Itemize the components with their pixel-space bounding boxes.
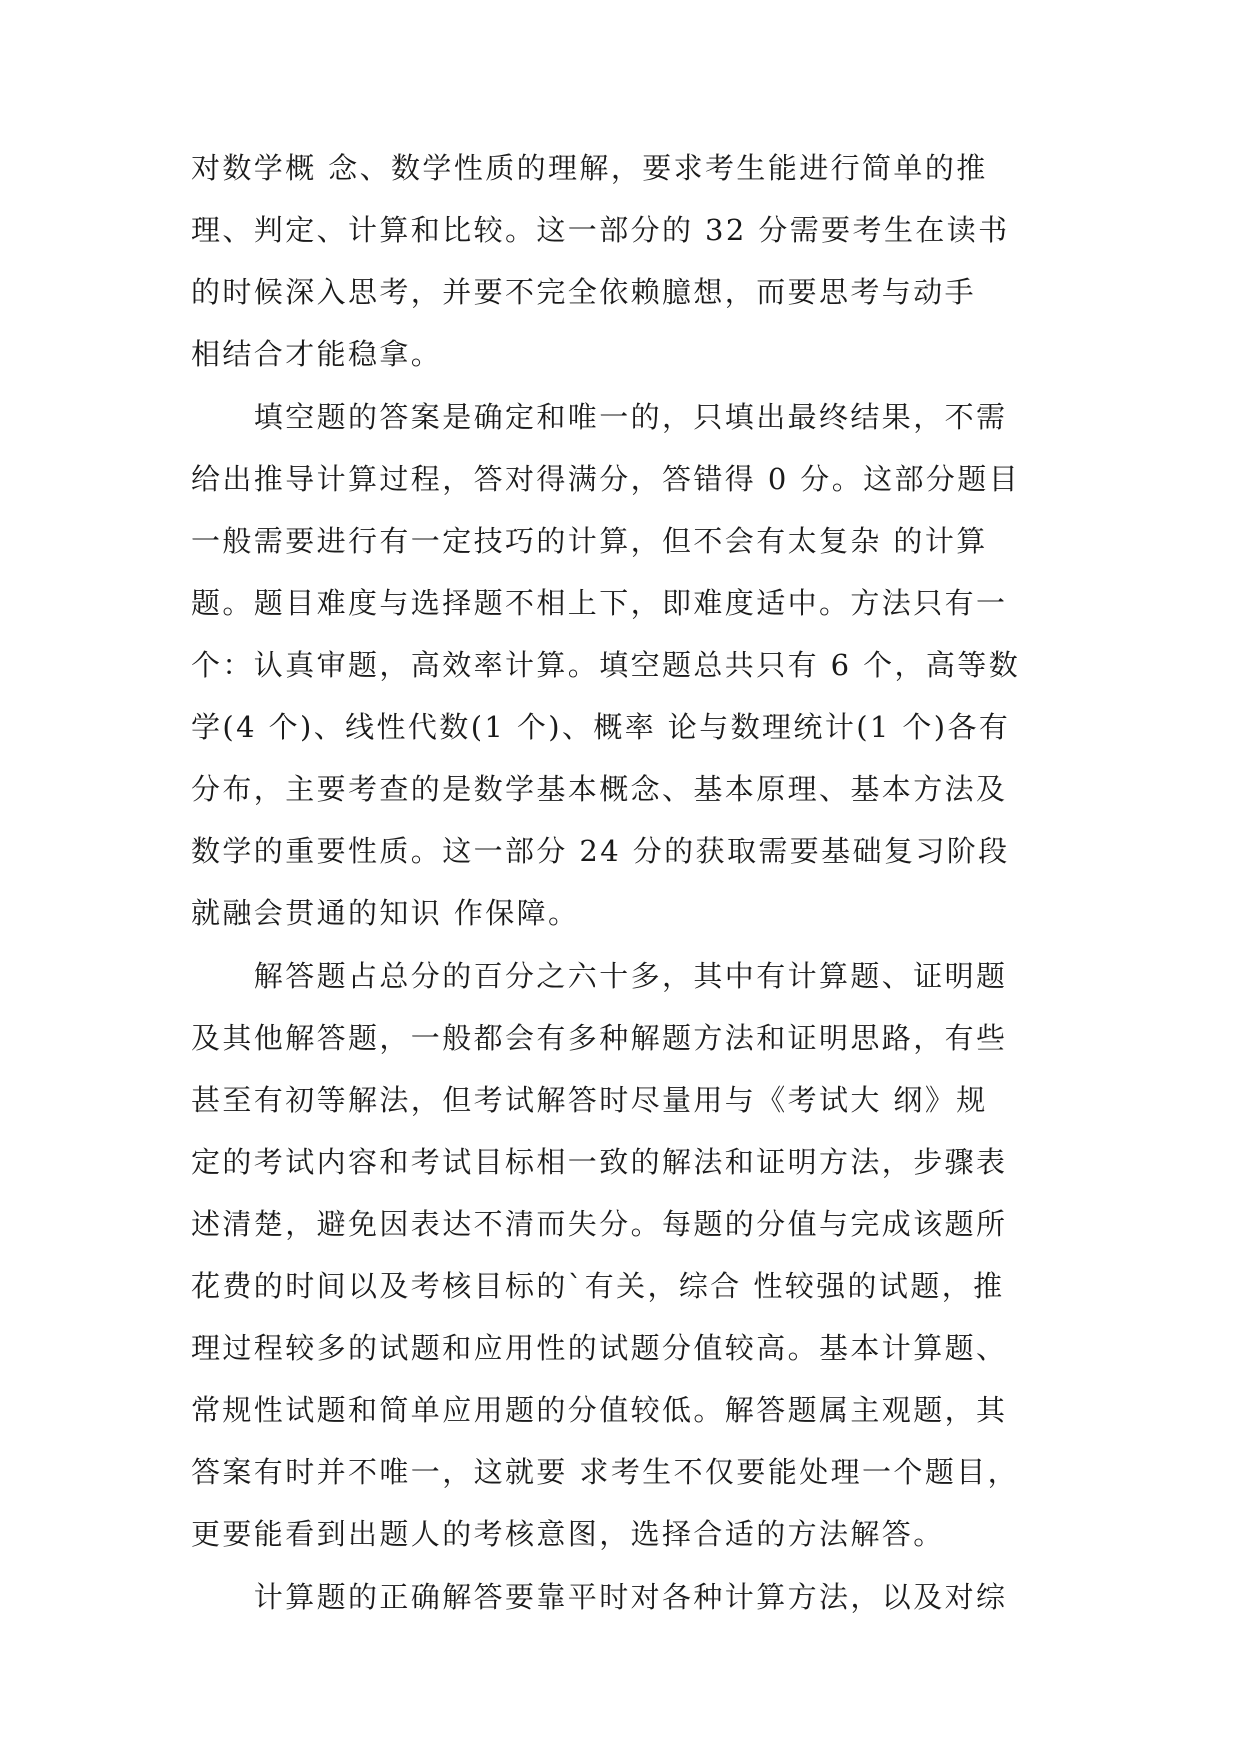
text-line: 述清楚，避免因表达不清而失分。每题的分值与完成该题所: [191, 1207, 1008, 1241]
text-line: 数学的重要性质。这一部分 24 分的获取需要基础复习阶段: [191, 834, 1010, 868]
text-line: 对数学概 念、数学性质的理解，要求考生能进行简单的推: [191, 151, 988, 185]
text-line: 的时候深入思考，并要不完全依赖臆想，而要思考与动手: [191, 275, 977, 309]
text-line: 及其他解答题，一般都会有多种解题方法和证明思路，有些: [191, 1021, 1008, 1055]
text-line: 就融会贯通的知识 作保障。: [191, 896, 580, 930]
text-line: 学(4 个)、线性代数(1 个)、概率 论与数理统计(1 个)各有: [191, 710, 1011, 744]
text-line: 一般需要进行有一定技巧的计算，但不会有太复杂 的计算: [191, 524, 988, 558]
text-line: 理、判定、计算和比较。这一部分的 32 分需要考生在读书: [191, 213, 1010, 247]
text-line: 理过程较多的试题和应用性的试题分值较高。基本计算题、: [191, 1331, 1008, 1365]
text-line: 个：认真审题，高效率计算。填空题总共只有 6 个，高等数: [191, 648, 1021, 682]
text-line: 分布，主要考查的是数学基本概念、基本原理、基本方法及: [191, 772, 1008, 806]
text-line: 花费的时间以及考核目标的`有关，综合 性较强的试题，推: [191, 1269, 1005, 1303]
text-line: 甚至有初等解法，但考试解答时尽量用与《考试大 纲》规: [191, 1083, 988, 1117]
text-line: 解答题占总分的百分之六十多，其中有计算题、证明题: [191, 959, 1008, 993]
text-line: 题。题目难度与选择题不相上下，即难度适中。方法只有一: [191, 586, 1008, 620]
text-line: 给出推导计算过程，答对得满分，答错得 0 分。这部分题目: [191, 462, 1021, 496]
text-line: 更要能看到出题人的考核意图，选择合适的方法解答。: [191, 1517, 945, 1551]
text-line: 定的考试内容和考试目标相一致的解法和证明方法，步骤表: [191, 1145, 1008, 1179]
text-line: 相结合才能稳拿。: [191, 337, 443, 371]
text-line: 计算题的正确解答要靠平时对各种计算方法，以及对综: [191, 1580, 1008, 1614]
text-line: 填空题的答案是确定和唯一的，只填出最终结果，不需: [191, 400, 1008, 434]
text-line: 答案有时并不唯一，这就要 求考生不仅要能处理一个题目，: [191, 1455, 1020, 1489]
text-line: 常规性试题和简单应用题的分值较低。解答题属主观题，其: [191, 1393, 1008, 1427]
